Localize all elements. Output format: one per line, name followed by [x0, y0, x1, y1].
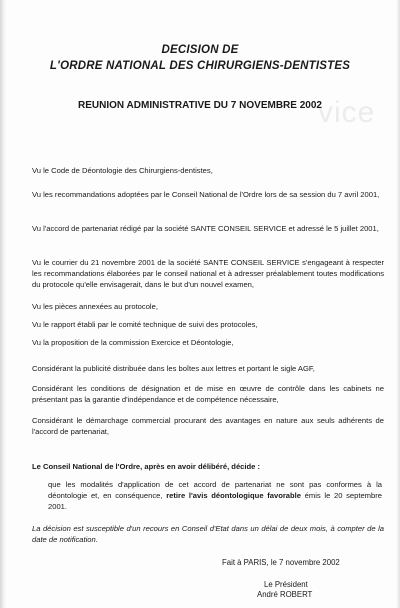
scan-shadow-left	[0, 0, 6, 608]
decision-text-after: émis le 20 septembre 2001.	[48, 490, 382, 511]
visa-paragraph: Vu le Code de Déontologie des Chirurgiens-dentistes,	[32, 166, 213, 175]
decision-intro	[32, 462, 384, 473]
considerant-paragraph: Considérant les conditions de désignation et de mise en œuvre de contrôle dans les cabinets ne présentant pas la garantie d'indépendance et de compétence nécessaire,	[32, 384, 384, 404]
signature-name: André ROBERT	[257, 590, 313, 599]
appeal-notice: La décision est susceptible d'un recours en Conseil d'Etat dans un délai de deux mois, à compter de la date de notification.	[32, 524, 384, 544]
visa-paragraph: Vu les pièces annexées au protocole,	[32, 302, 158, 311]
decision-text	[48, 480, 382, 512]
visa-paragraph: Vu les recommandations adoptées par le Conseil National de l'Ordre lors de sa session du 7 avril 2001,	[32, 190, 380, 199]
scan-shadow-right	[396, 0, 400, 608]
considerant-paragraph: Considérant le démarchage commercial procurant des avantages en nature aux seuls adhérents de l'accord de partenariat,	[32, 416, 384, 436]
signature-role: Le Président	[264, 580, 308, 589]
visa-paragraph: Vu le rapport établi par le comité technique de suivi des protocoles,	[32, 320, 258, 329]
visa-paragraph: Vu le courrier du 21 novembre 2001 de la société SANTE CONSEIL SERVICE s'engageant à respecter les recommandations élaborées par le conseil national et à adresser préalablement toutes modifications du protocole qu'elle envisagerait, dans le but d'un nouvel examen,	[32, 258, 384, 289]
meeting-subtitle: REUNION ADMINISTRATIVE DU 7 NOVEMBRE 2002	[78, 100, 322, 111]
document-title-line1: DECISION DE	[161, 44, 239, 56]
considerant-paragraph: Considérant la publicité distribuée dans les boîtes aux lettres et portant le sigle AGF,	[32, 364, 315, 373]
visa-paragraph: Vu l'accord de partenariat rédigé par la société SANTE CONSEIL SERVICE et adressé le 5 juillet 2001,	[32, 224, 379, 233]
visa-paragraph: Vu la proposition de la commission Exercice et Déontologie,	[32, 338, 234, 347]
signature-place-date: Fait à PARIS, le 7 novembre 2002	[222, 558, 340, 567]
background-watermark: vice	[318, 96, 376, 129]
document-title-line2: L'ORDRE NATIONAL DES CHIRURGIENS-DENTISTES	[49, 60, 351, 72]
decision-text-before: que les modalités d'application de cet accord de partenariat ne sont pas conformes à la déontologie et, en conséquence,	[48, 480, 382, 500]
decision-intro-text: Le Conseil National de l'Ordre, après en avoir délibéré, décide :	[32, 462, 261, 471]
decision-text-bold: retire l'avis déontologique favorable	[166, 490, 301, 500]
